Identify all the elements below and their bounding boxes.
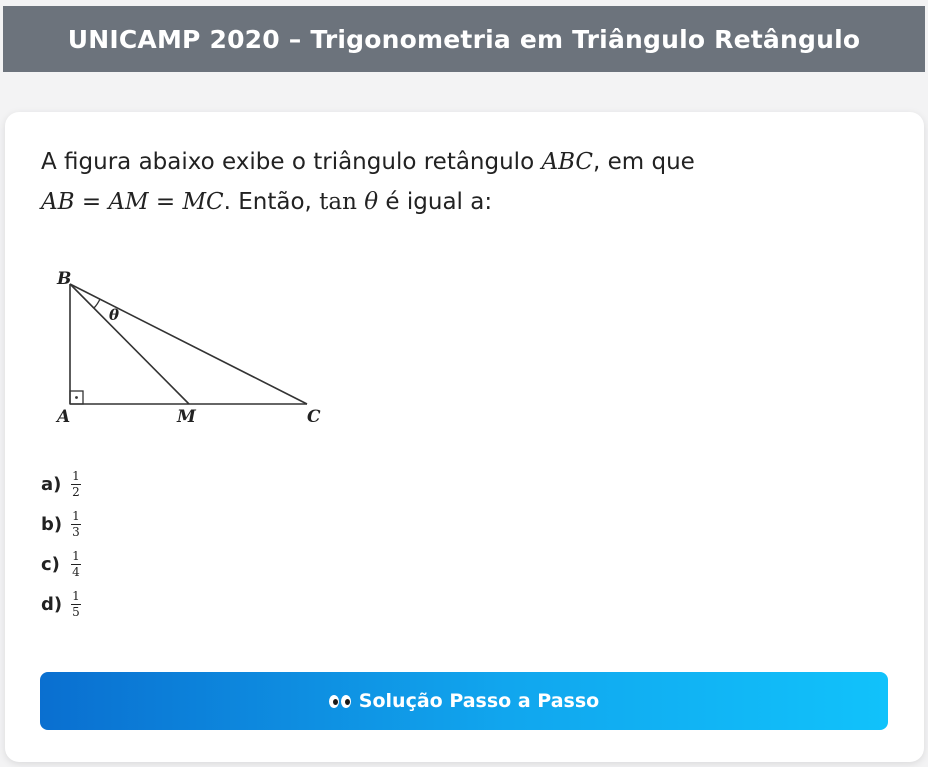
solution-button-label: Solução Passo a Passo [358,690,600,712]
option-d-label: d) [41,593,63,615]
segment-bc [70,284,307,404]
option-b-denominator: 3 [72,524,80,539]
option-d-denominator: 5 [72,604,80,619]
question-card [5,112,924,762]
option-d-fraction [71,590,81,619]
option-c-fraction [71,550,81,579]
eye-left [329,695,339,708]
page-title: UNICAMP 2020 – Trigonometria em Triângulo Retângulo [67,24,861,54]
theta-arc [94,299,100,308]
option-a-fraction [71,470,81,499]
math-tan: tan [319,189,357,215]
statement-text-4: é igual a: [385,189,493,215]
option-a-numerator: 1 [72,468,80,483]
option-c[interactable] [41,544,81,584]
option-a-denominator: 2 [72,484,80,499]
option-a[interactable] [41,464,81,504]
answer-options [41,464,81,624]
option-b-numerator: 1 [72,508,80,523]
statement-text-2: , em que [593,149,695,175]
right-angle-dot [75,396,78,399]
math-theta: θ [364,189,379,215]
question-statement [41,142,881,222]
page-header [3,6,925,72]
eye-right [341,695,351,708]
option-c-label: c) [41,553,60,575]
option-a-label: a) [41,473,62,495]
option-c-numerator: 1 [72,548,80,563]
option-b[interactable] [41,504,81,544]
option-c-denominator: 4 [72,564,80,579]
label-b: B [57,269,72,289]
eyes-icon [329,695,351,708]
segment-bm [70,284,189,404]
label-c: C [307,407,321,424]
statement-text-3: . Então, [223,189,312,215]
solution-button[interactable] [40,672,888,730]
math-equality: AB = AM = MC [41,189,224,215]
label-a: A [57,407,71,424]
label-m: M [177,407,196,424]
triangle-figure [49,264,339,424]
option-d[interactable] [41,584,81,624]
option-b-fraction [71,510,81,539]
option-d-numerator: 1 [72,588,80,603]
math-triangle-abc: ABC [541,149,594,175]
statement-text-1: A figura abaixo exibe o triângulo retângulo [41,149,535,175]
label-theta: θ [109,306,120,324]
option-b-label: b) [41,513,63,535]
